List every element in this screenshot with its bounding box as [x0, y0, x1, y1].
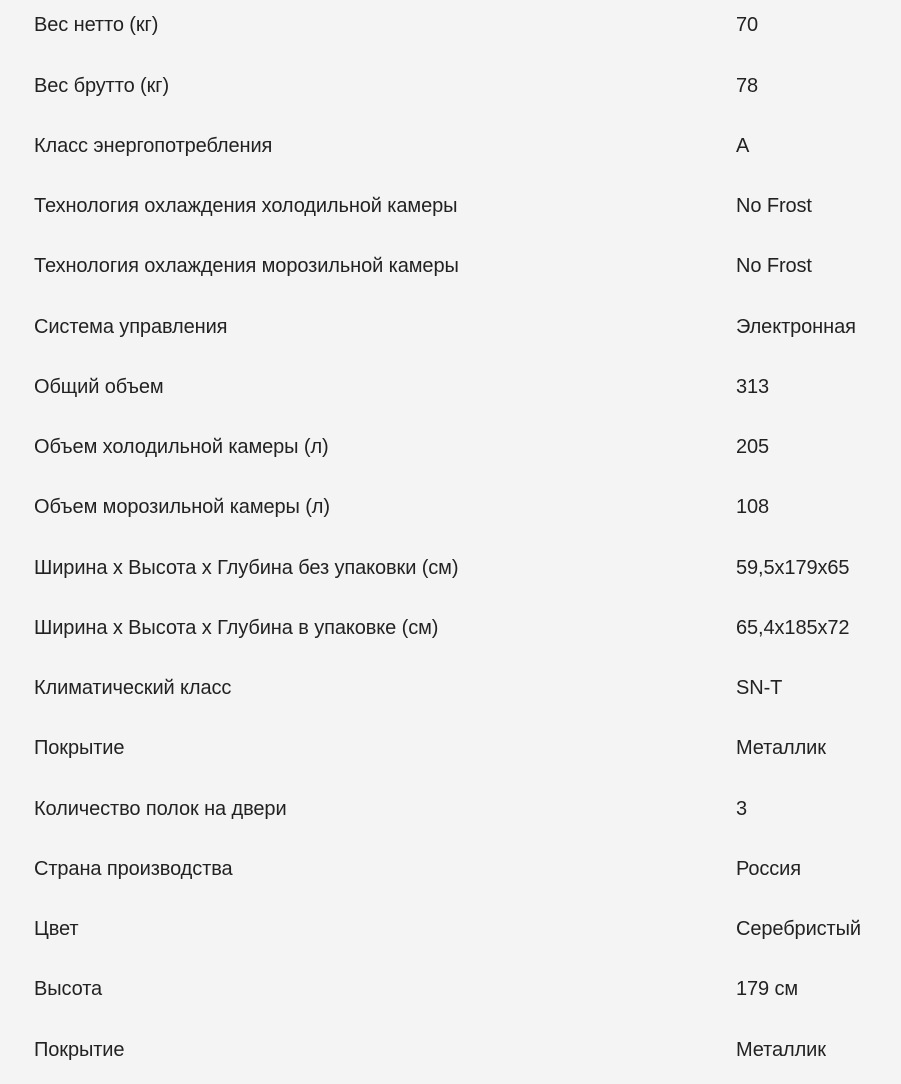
spec-value: 205	[736, 436, 770, 458]
spec-row-dimensions-packed	[0, 618, 901, 678]
spec-label: Технология охлаждения морозильной камеры	[34, 255, 459, 277]
spec-row-freezer-volume	[0, 497, 901, 557]
spec-label: Общий объем	[34, 376, 164, 398]
spec-value: 179 см	[736, 978, 799, 1000]
spec-row-net-weight	[0, 15, 901, 75]
spec-row-fridge-volume	[0, 437, 901, 497]
spec-value: Россия	[736, 858, 801, 880]
spec-row-country	[0, 859, 901, 919]
spec-value: 313	[736, 376, 770, 398]
spec-label: Вес нетто (кг)	[34, 14, 159, 36]
spec-value: Металлик	[736, 1039, 826, 1061]
spec-label: Технология охлаждения холодильной камеры	[34, 195, 458, 217]
spec-row-color	[0, 919, 901, 979]
spec-value: 59,5x179x65	[736, 557, 850, 579]
spec-label: Система управления	[34, 316, 228, 338]
spec-label: Объем морозильной камеры (л)	[34, 496, 330, 518]
spec-value: 65,4x185x72	[736, 617, 850, 639]
spec-value: 70	[736, 14, 759, 36]
spec-row-freezer-cooling	[0, 256, 901, 316]
spec-row-total-volume	[0, 377, 901, 437]
spec-label: Цвет	[34, 918, 79, 940]
spec-value: SN-T	[736, 677, 783, 699]
spec-label: Класс энергопотребления	[34, 135, 273, 157]
spec-label: Количество полок на двери	[34, 798, 287, 820]
spec-row-gross-weight	[0, 76, 901, 136]
spec-value: 78	[736, 75, 759, 97]
spec-label: Покрытие	[34, 1039, 125, 1061]
spec-row-control-system	[0, 317, 901, 377]
spec-value: 108	[736, 496, 770, 518]
spec-row-coating	[0, 738, 901, 798]
spec-label: Объем холодильной камеры (л)	[34, 436, 329, 458]
spec-row-coating-2	[0, 1040, 901, 1084]
spec-value: A	[736, 135, 750, 157]
spec-label: Климатический класс	[34, 677, 232, 699]
spec-row-energy-class	[0, 136, 901, 196]
spec-label: Ширина x Высота x Глубина без упаковки (см)	[34, 557, 459, 579]
spec-value: 3	[736, 798, 748, 820]
spec-label: Покрытие	[34, 737, 125, 759]
spec-row-door-shelves	[0, 799, 901, 859]
spec-value: Электронная	[736, 316, 856, 338]
spec-label: Страна производства	[34, 858, 233, 880]
spec-label: Ширина x Высота x Глубина в упаковке (см)	[34, 617, 439, 639]
spec-label: Высота	[34, 978, 103, 1000]
spec-value: Металлик	[736, 737, 826, 759]
spec-value: No Frost	[736, 255, 812, 277]
spec-row-fridge-cooling	[0, 196, 901, 256]
spec-row-height	[0, 979, 901, 1039]
spec-value: Серебристый	[736, 918, 861, 940]
spec-value: No Frost	[736, 195, 812, 217]
spec-row-climate-class	[0, 678, 901, 738]
spec-row-dimensions-unpacked	[0, 558, 901, 618]
spec-label: Вес брутто (кг)	[34, 75, 170, 97]
